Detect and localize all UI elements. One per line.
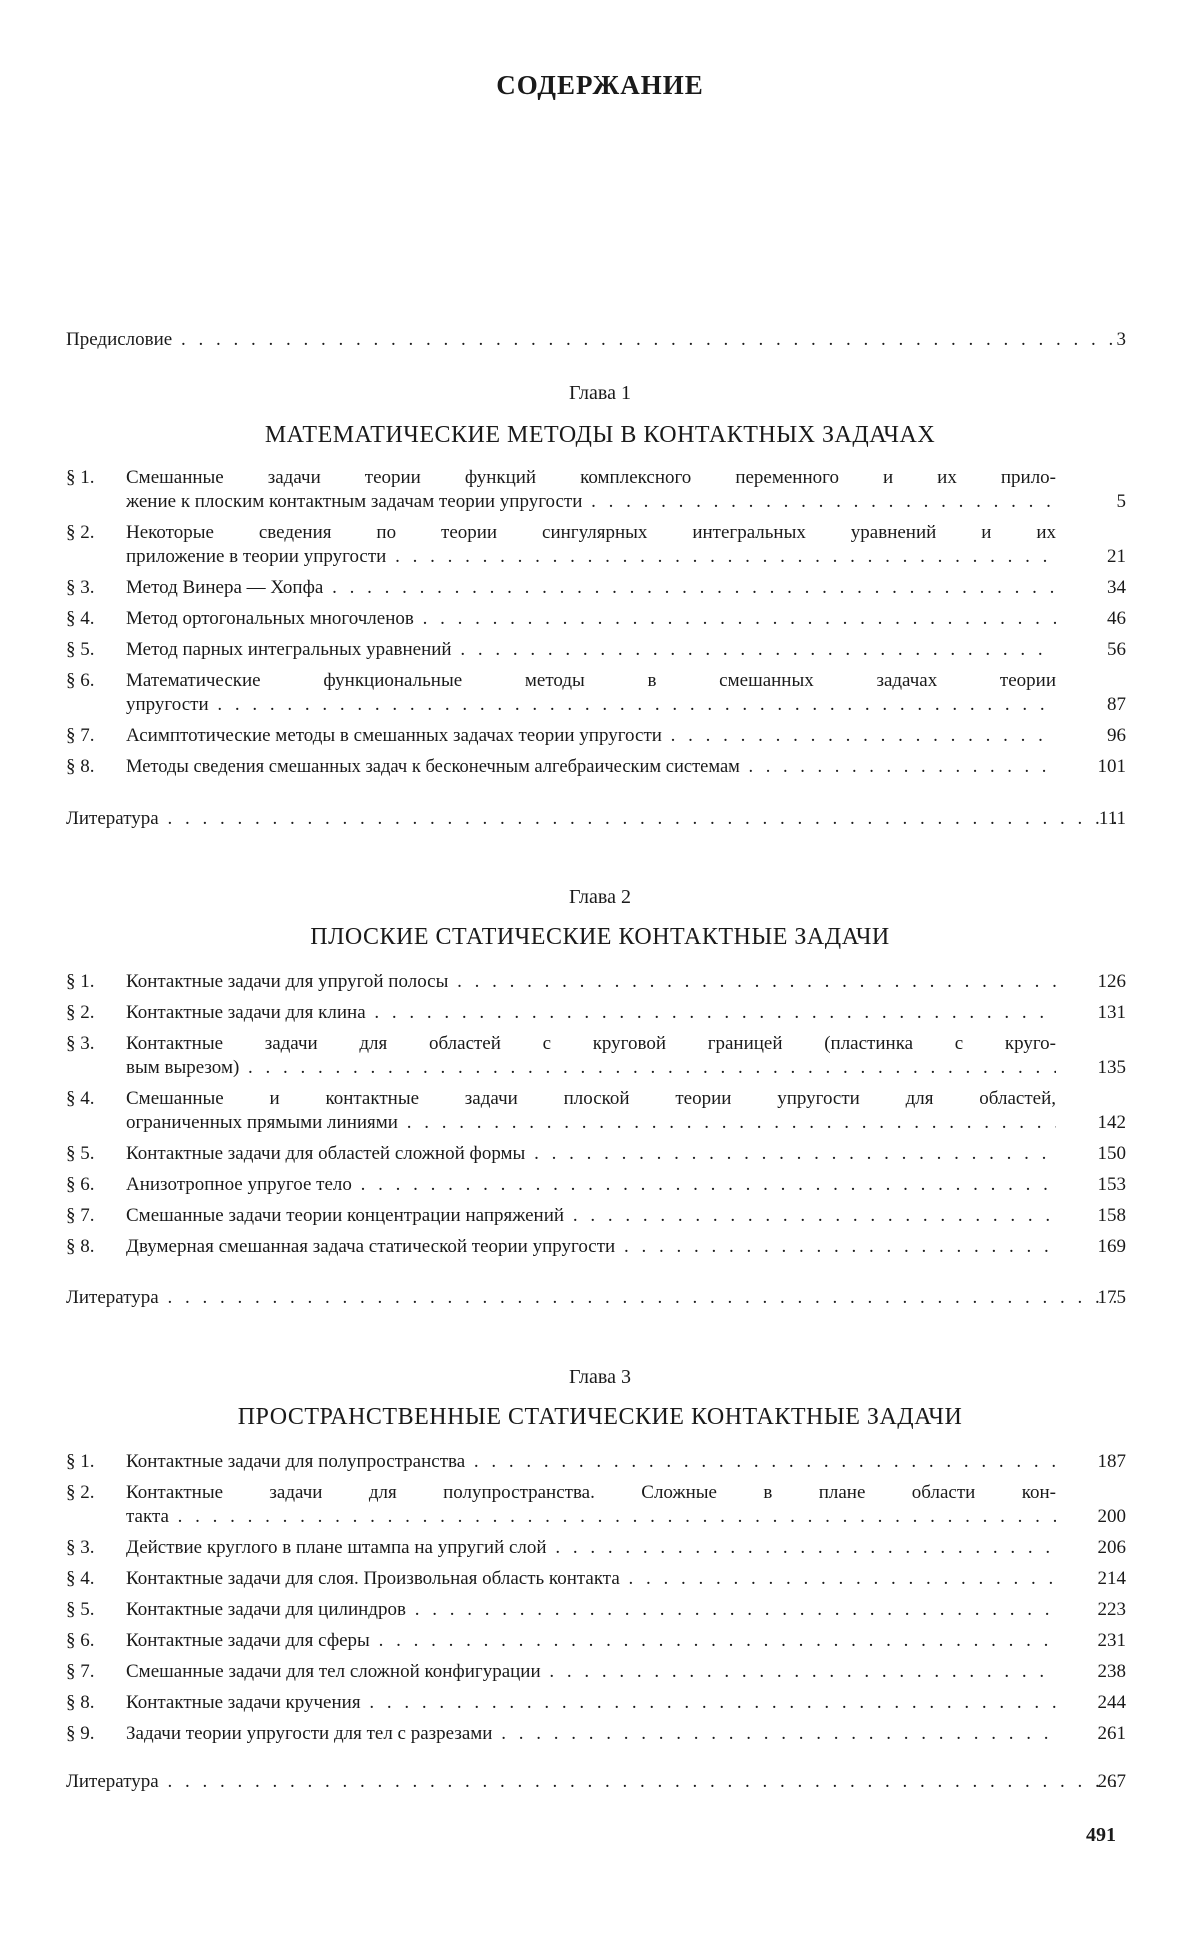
section-number: § 4. bbox=[66, 1088, 95, 1109]
section-title-line1: Контактные задачи для областей с круговой границей (пластинка с круго- bbox=[126, 1033, 1056, 1054]
chapter-1-label: Глава 1 bbox=[569, 382, 631, 404]
toc-entry bbox=[66, 607, 1126, 631]
page-folio: 491 bbox=[1086, 1824, 1116, 1846]
section-title-line1: Математические функциональные методы в смешанных задачах теории bbox=[126, 670, 1056, 691]
section-number: § 6. bbox=[66, 1630, 95, 1651]
toc-entry bbox=[66, 1598, 1126, 1622]
toc-entry bbox=[66, 970, 1126, 994]
section-title: Смешанные задачи теории концентрации напряжений . . . bbox=[126, 1204, 1056, 1228]
section-title-line1: Некоторые сведения по теории сингулярных интегральных уравнений и их bbox=[126, 522, 1056, 543]
section-number: § 4. bbox=[66, 1568, 95, 1589]
chapter-3-literature bbox=[66, 1770, 1126, 1794]
section-title-line2: ограниченных прямыми линиями . . . bbox=[126, 1111, 1056, 1135]
page-number: 142 bbox=[1097, 1112, 1126, 1133]
section-title: Контактные задачи для слоя. Произвольная область контакта . . . bbox=[126, 1567, 1056, 1591]
toc-entry bbox=[66, 466, 1126, 514]
page-number: 56 bbox=[1107, 639, 1126, 660]
page-number: 187 bbox=[1097, 1451, 1126, 1472]
section-title: Методы сведения смешанных задач к бесконечным алгебраическим системам . . . bbox=[126, 755, 1056, 779]
page-number: 206 bbox=[1097, 1537, 1126, 1558]
chapter-3-sections bbox=[66, 1450, 1126, 1746]
page-number: 223 bbox=[1097, 1599, 1126, 1620]
section-title: Метод Винера — Хопфа . . . bbox=[126, 576, 1056, 600]
chapter-2-sections bbox=[66, 970, 1126, 1259]
toc-entry bbox=[66, 1204, 1126, 1228]
section-number: § 6. bbox=[66, 1174, 95, 1195]
toc-entry bbox=[66, 1481, 1126, 1529]
page-number: 87 bbox=[1107, 694, 1126, 715]
chapter-2-label: Глава 2 bbox=[569, 886, 631, 908]
page-number: 244 bbox=[1097, 1692, 1126, 1713]
preface-label: Предисловие . . . bbox=[66, 329, 1126, 350]
section-number: § 4. bbox=[66, 608, 95, 629]
section-number: § 8. bbox=[66, 756, 95, 777]
page-number: 153 bbox=[1097, 1174, 1126, 1195]
preface-page: 3 bbox=[1116, 329, 1126, 350]
literature-label: Литература . . . bbox=[66, 808, 1126, 829]
page-number: 101 bbox=[1097, 756, 1126, 777]
chapter-1-literature bbox=[66, 807, 1126, 831]
section-title: Контактные задачи для упругой полосы . . . bbox=[126, 970, 1056, 994]
section-title: Метод парных интегральных уравнений . . . bbox=[126, 638, 1056, 662]
toc-entry bbox=[66, 576, 1126, 600]
literature-label: Литература . . . bbox=[66, 1771, 1126, 1792]
section-number: § 5. bbox=[66, 1143, 95, 1164]
chapter-3-title: ПРОСТРАНСТВЕННЫЕ СТАТИЧЕСКИЕ КОНТАКТНЫЕ ЗАДАЧИ bbox=[237, 1404, 963, 1430]
chapter-1-title: МАТЕМАТИЧЕСКИЕ МЕТОДЫ В КОНТАКТНЫХ ЗАДАЧАХ bbox=[264, 422, 936, 448]
section-title: Контактные задачи для клина . . . bbox=[126, 1001, 1056, 1025]
page-number: 34 bbox=[1107, 577, 1126, 598]
page-number: 135 bbox=[1097, 1057, 1126, 1078]
section-title: Смешанные задачи для тел сложной конфигурации . . . bbox=[126, 1660, 1056, 1684]
page-number: 158 bbox=[1097, 1205, 1126, 1226]
section-title-line2: приложение в теории упругости . . . bbox=[126, 545, 1056, 569]
section-title: Задачи теории упругости для тел с разрезами . . . bbox=[126, 1722, 1056, 1746]
toc-entry bbox=[66, 1722, 1126, 1746]
toc-entry bbox=[66, 521, 1126, 569]
toc-entry bbox=[66, 755, 1126, 779]
chapter-2-literature bbox=[66, 1286, 1126, 1310]
section-title-line1: Контактные задачи для полупространства. Сложные в плане области кон- bbox=[126, 1482, 1056, 1503]
page-number: 96 bbox=[1107, 725, 1126, 746]
toc-entry bbox=[66, 1629, 1126, 1653]
page-number: 131 bbox=[1097, 1002, 1126, 1023]
section-number: § 2. bbox=[66, 522, 95, 543]
section-title-line2: вым вырезом) . . . bbox=[126, 1056, 1056, 1080]
toc-entry bbox=[66, 1001, 1126, 1025]
section-number: § 2. bbox=[66, 1002, 95, 1023]
section-title: Асимптотические методы в смешанных задачах теории упругости . . . bbox=[126, 724, 1056, 748]
preface-entry bbox=[66, 328, 1126, 352]
section-title-line2: упругости . . . bbox=[126, 693, 1056, 717]
section-number: § 1. bbox=[66, 971, 95, 992]
section-title: Контактные задачи для цилиндров . . . bbox=[126, 1598, 1056, 1622]
toc-entry bbox=[66, 1032, 1126, 1080]
toc-entry bbox=[66, 1173, 1126, 1197]
section-number: § 7. bbox=[66, 1205, 95, 1226]
section-number: § 3. bbox=[66, 577, 95, 598]
page-number: 5 bbox=[1116, 491, 1126, 512]
literature-label: Литература . . . bbox=[66, 1287, 1126, 1308]
toc-entry bbox=[66, 1087, 1126, 1135]
section-title-line2: жение к плоским контактным задачам теории упругости . . . bbox=[126, 490, 1056, 514]
page-number: 111 bbox=[1098, 808, 1126, 829]
section-title-line1: Смешанные и контактные задачи плоской теории упругости для областей, bbox=[126, 1088, 1056, 1109]
section-title: Метод ортогональных многочленов . . . bbox=[126, 607, 1056, 631]
toc-entry bbox=[66, 1691, 1126, 1715]
toc-entry bbox=[66, 1536, 1126, 1560]
page-number: 267 bbox=[1097, 1771, 1126, 1792]
section-number: § 6. bbox=[66, 670, 95, 691]
section-title-line2: такта . . . bbox=[126, 1505, 1056, 1529]
section-number: § 5. bbox=[66, 1599, 95, 1620]
page-number: 231 bbox=[1097, 1630, 1126, 1651]
toc-entry bbox=[66, 1142, 1126, 1166]
section-title: Действие круглого в плане штампа на упругий слой . . . bbox=[126, 1536, 1056, 1560]
toc-entry bbox=[66, 724, 1126, 748]
section-number: § 5. bbox=[66, 639, 95, 660]
section-number: § 3. bbox=[66, 1033, 95, 1054]
toc-entry bbox=[66, 638, 1126, 662]
section-title: Контактные задачи для полупространства . . . bbox=[126, 1450, 1056, 1474]
toc-entry bbox=[66, 1660, 1126, 1684]
section-title: Контактные задачи для областей сложной формы . . . bbox=[126, 1142, 1056, 1166]
section-number: § 1. bbox=[66, 467, 95, 488]
section-number: § 1. bbox=[66, 1451, 95, 1472]
section-title: Анизотропное упругое тело . . . bbox=[126, 1173, 1056, 1197]
page-number: 175 bbox=[1097, 1287, 1126, 1308]
toc-entry bbox=[66, 669, 1126, 717]
page-number: 261 bbox=[1097, 1723, 1126, 1744]
page-title: СОДЕРЖАНИЕ bbox=[496, 70, 704, 100]
section-title: Контактные задачи для сферы . . . bbox=[126, 1629, 1056, 1653]
section-number: § 2. bbox=[66, 1482, 95, 1503]
section-title-line1: Смешанные задачи теории функций комплексного переменного и их прило- bbox=[126, 467, 1056, 488]
page-number: 126 bbox=[1097, 971, 1126, 992]
section-number: § 3. bbox=[66, 1537, 95, 1558]
page-number: 21 bbox=[1107, 546, 1126, 567]
section-number: § 9. bbox=[66, 1723, 95, 1744]
toc-entry bbox=[66, 1450, 1126, 1474]
section-number: § 7. bbox=[66, 725, 95, 746]
page-number: 200 bbox=[1097, 1506, 1126, 1527]
section-number: § 8. bbox=[66, 1236, 95, 1257]
section-number: § 8. bbox=[66, 1692, 95, 1713]
page-number: 214 bbox=[1097, 1568, 1126, 1589]
toc-entry bbox=[66, 1567, 1126, 1591]
toc-entry bbox=[66, 1235, 1126, 1259]
page-number: 150 bbox=[1097, 1143, 1126, 1164]
page-number: 46 bbox=[1107, 608, 1126, 629]
section-title: Двумерная смешанная задача статической теории упругости . . . bbox=[126, 1235, 1056, 1259]
chapter-2-title: ПЛОСКИЕ СТАТИЧЕСКИЕ КОНТАКТНЫЕ ЗАДАЧИ bbox=[310, 924, 890, 950]
chapter-1-sections bbox=[66, 466, 1126, 779]
section-number: § 7. bbox=[66, 1661, 95, 1682]
section-title: Контактные задачи кручения . . . bbox=[126, 1691, 1056, 1715]
page-number: 238 bbox=[1097, 1661, 1126, 1682]
chapter-3-label: Глава 3 bbox=[569, 1366, 631, 1388]
page-number: 169 bbox=[1097, 1236, 1126, 1257]
